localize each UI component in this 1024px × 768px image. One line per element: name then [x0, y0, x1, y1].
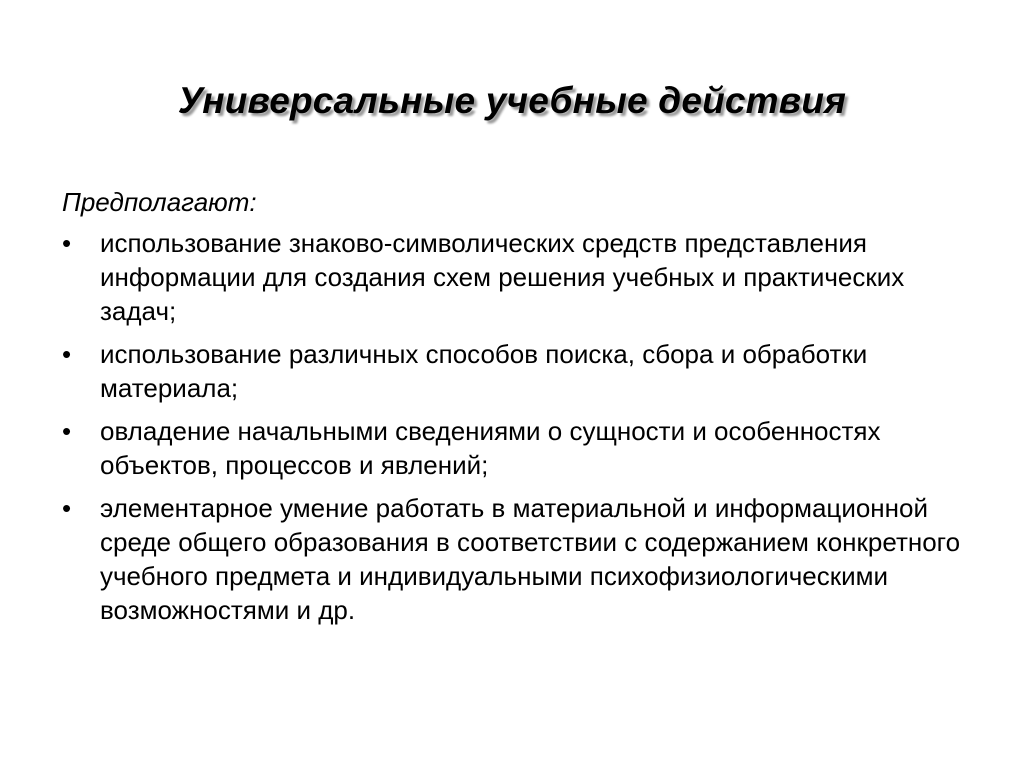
bullet-icon: •	[62, 416, 72, 446]
slide-title: Универсальные учебные действия	[177, 80, 847, 121]
list-item	[62, 337, 982, 405]
bullet-icon: •	[62, 493, 72, 523]
bullet-text: овладение начальными сведениями о сущности и особенностях объектов, процессов и явлений;	[100, 416, 881, 480]
bullet-icon: •	[62, 228, 72, 258]
list-item	[62, 414, 982, 482]
slide-content	[62, 186, 982, 636]
bullet-text: элементарное умение работать в материальной и информационной среде общего образования в соответствии с содержанием конкретного учебного предмета и индивидуальными психофизиологическими возможностями и др.	[100, 493, 961, 625]
bullet-text: использование различных способов поиска, сбора и обработки материала;	[100, 339, 868, 403]
bullet-list	[62, 226, 982, 627]
bullet-text: использование знаково-символических средств представления информации для создания схем решения учебных и практических задач;	[100, 228, 905, 326]
bullet-icon: •	[62, 339, 72, 369]
intro-text: Предполагают:	[62, 187, 257, 217]
list-item	[62, 491, 982, 627]
list-item	[62, 226, 982, 328]
